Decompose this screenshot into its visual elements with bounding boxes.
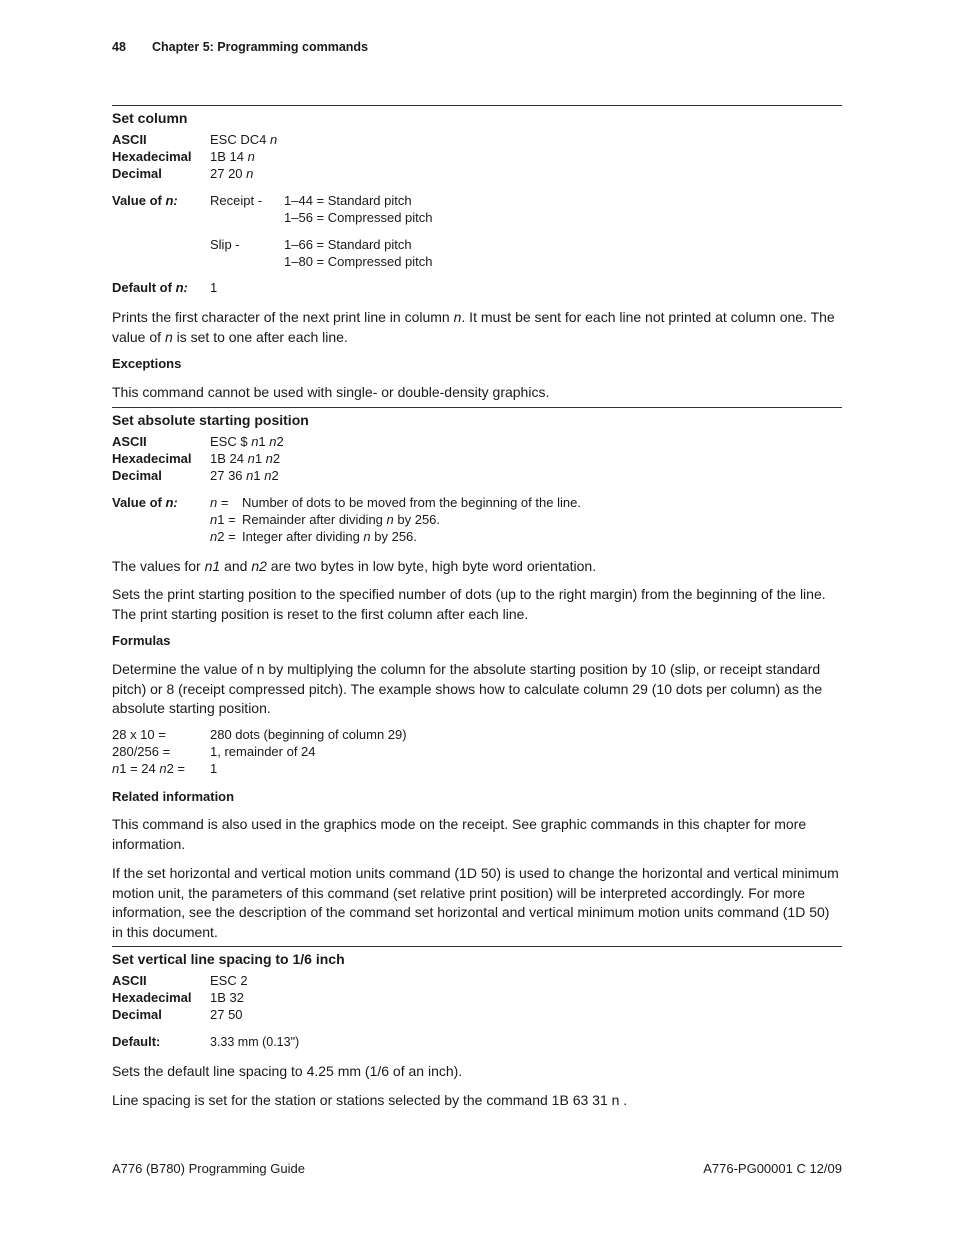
hex-value: 1B 14 n [210,149,255,164]
n2-tag: n2 = [210,529,236,544]
slip-standard: 1–66 = Standard pitch [284,237,412,252]
default-value: 1 [210,280,218,295]
receipt-standard: 1–44 = Standard pitch [284,193,412,208]
default-of-n-label: Default of n: [112,280,188,295]
receipt-label: Receipt - [210,193,263,208]
values-paragraph: The values for n1 and n2 are two bytes in low byte, high byte word orientation. [112,558,597,574]
ascii-label: ASCII [112,434,147,449]
n1-desc: Remainder after dividing n by 256. [242,512,441,527]
decimal-value: 27 20 n [210,166,254,181]
motion-units-paragraph: If the set horizontal and vertical motion units command (1D 50) is used to change the horizontal and vertical minimum motion unit, the parameters of this command (set relative print position) will be interpreted accordingly. For more information, see the description of the command set horizontal and vertical minimum motion units command (1D 50) in this document. [112,865,839,940]
footer-guide-title: A776 (B780) Programming Guide [112,1161,305,1176]
chapter-title: Chapter 5: Programming commands [152,40,369,54]
calc-right-3: 1 [210,761,218,776]
sets-paragraph: Sets the print starting position to the specified number of dots (up to the right margin) from the beginning of the line. The print starting position is reset to the first column after each line. [112,586,826,622]
calc-left-2: 280/256 = [112,744,171,759]
value-of-n-label: Value of n: [112,495,178,510]
hex-value: 1B 24 n1 n2 [210,451,281,466]
n2-desc: Integer after dividing n by 256. [242,529,417,544]
hex-value: 1B 32 [210,990,244,1005]
exceptions-text: This command cannot be used with single- or double-density graphics. [112,384,550,400]
exceptions-heading: Exceptions [112,356,182,371]
decimal-value: 27 50 [210,1007,243,1022]
hex-label: Hexadecimal [112,990,192,1005]
section-title-set-vertical: Set vertical line spacing to 1/6 inch [112,951,345,967]
page-header [112,40,368,54]
n-tag: n = [210,495,229,510]
ascii-label: ASCII [112,132,147,147]
related-heading: Related information [112,789,235,804]
slip-compressed: 1–80 = Compressed pitch [284,254,433,269]
section-divider [112,105,842,106]
decimal-label: Decimal [112,468,162,483]
ascii-value: ESC DC4 n [210,132,278,147]
section-divider [112,407,842,408]
set-column-description: Prints the first character of the next print line in column n. It must be sent for each line not printed at column one. The value of n is set to one after each line. [112,309,835,345]
formulas-heading: Formulas [112,633,171,648]
page-number: 48 [112,40,126,54]
section-title-set-column: Set column [112,110,188,126]
decimal-label: Decimal [112,1007,162,1022]
calc-left-1: 28 x 10 = [112,727,166,742]
hex-label: Hexadecimal [112,149,192,164]
section-divider [112,946,842,947]
default-value: 3.33 mm (0.13") [210,1035,300,1049]
decimal-label: Decimal [112,166,162,181]
receipt-compressed: 1–56 = Compressed pitch [284,210,433,225]
slip-label: Slip - [210,237,240,252]
ascii-label: ASCII [112,973,147,988]
calc-right-1: 280 dots (beginning of column 29) [210,727,407,742]
n1-tag: n1 = [210,512,236,527]
n-desc: Number of dots to be moved from the beginning of the line. [242,495,581,510]
hex-label: Hexadecimal [112,451,192,466]
line-spacing-default-text: Sets the default line spacing to 4.25 mm (1/6 of an inch). [112,1063,463,1079]
value-of-n-label: Value of n: [112,193,178,208]
default-label: Default: [112,1034,161,1049]
related-paragraph: This command is also used in the graphics mode on the receipt. See graphic commands in this chapter for more information. [112,816,807,852]
calc-right-2: 1, remainder of 24 [210,744,316,759]
line-spacing-station-text: Line spacing is set for the station or stations selected by the command 1B 63 31 n . [112,1092,628,1108]
footer-doc-number: A776-PG00001 C 12/09 [703,1161,842,1176]
decimal-value: 27 36 n1 n2 [210,468,279,483]
ascii-value: ESC $ n1 n2 [210,434,284,449]
ascii-value: ESC 2 [210,973,248,988]
formulas-paragraph: Determine the value of n by multiplying the column for the absolute starting position by 10 (slip, or receipt standard pitch) or 8 (receipt compressed pitch). The example shows how to calculate column 29 (10 dots per column) as the absolute starting position. [112,661,823,717]
calc-left-3: n1 = 24 n2 = [112,761,186,776]
section-title-set-absolute: Set absolute starting position [112,412,309,428]
